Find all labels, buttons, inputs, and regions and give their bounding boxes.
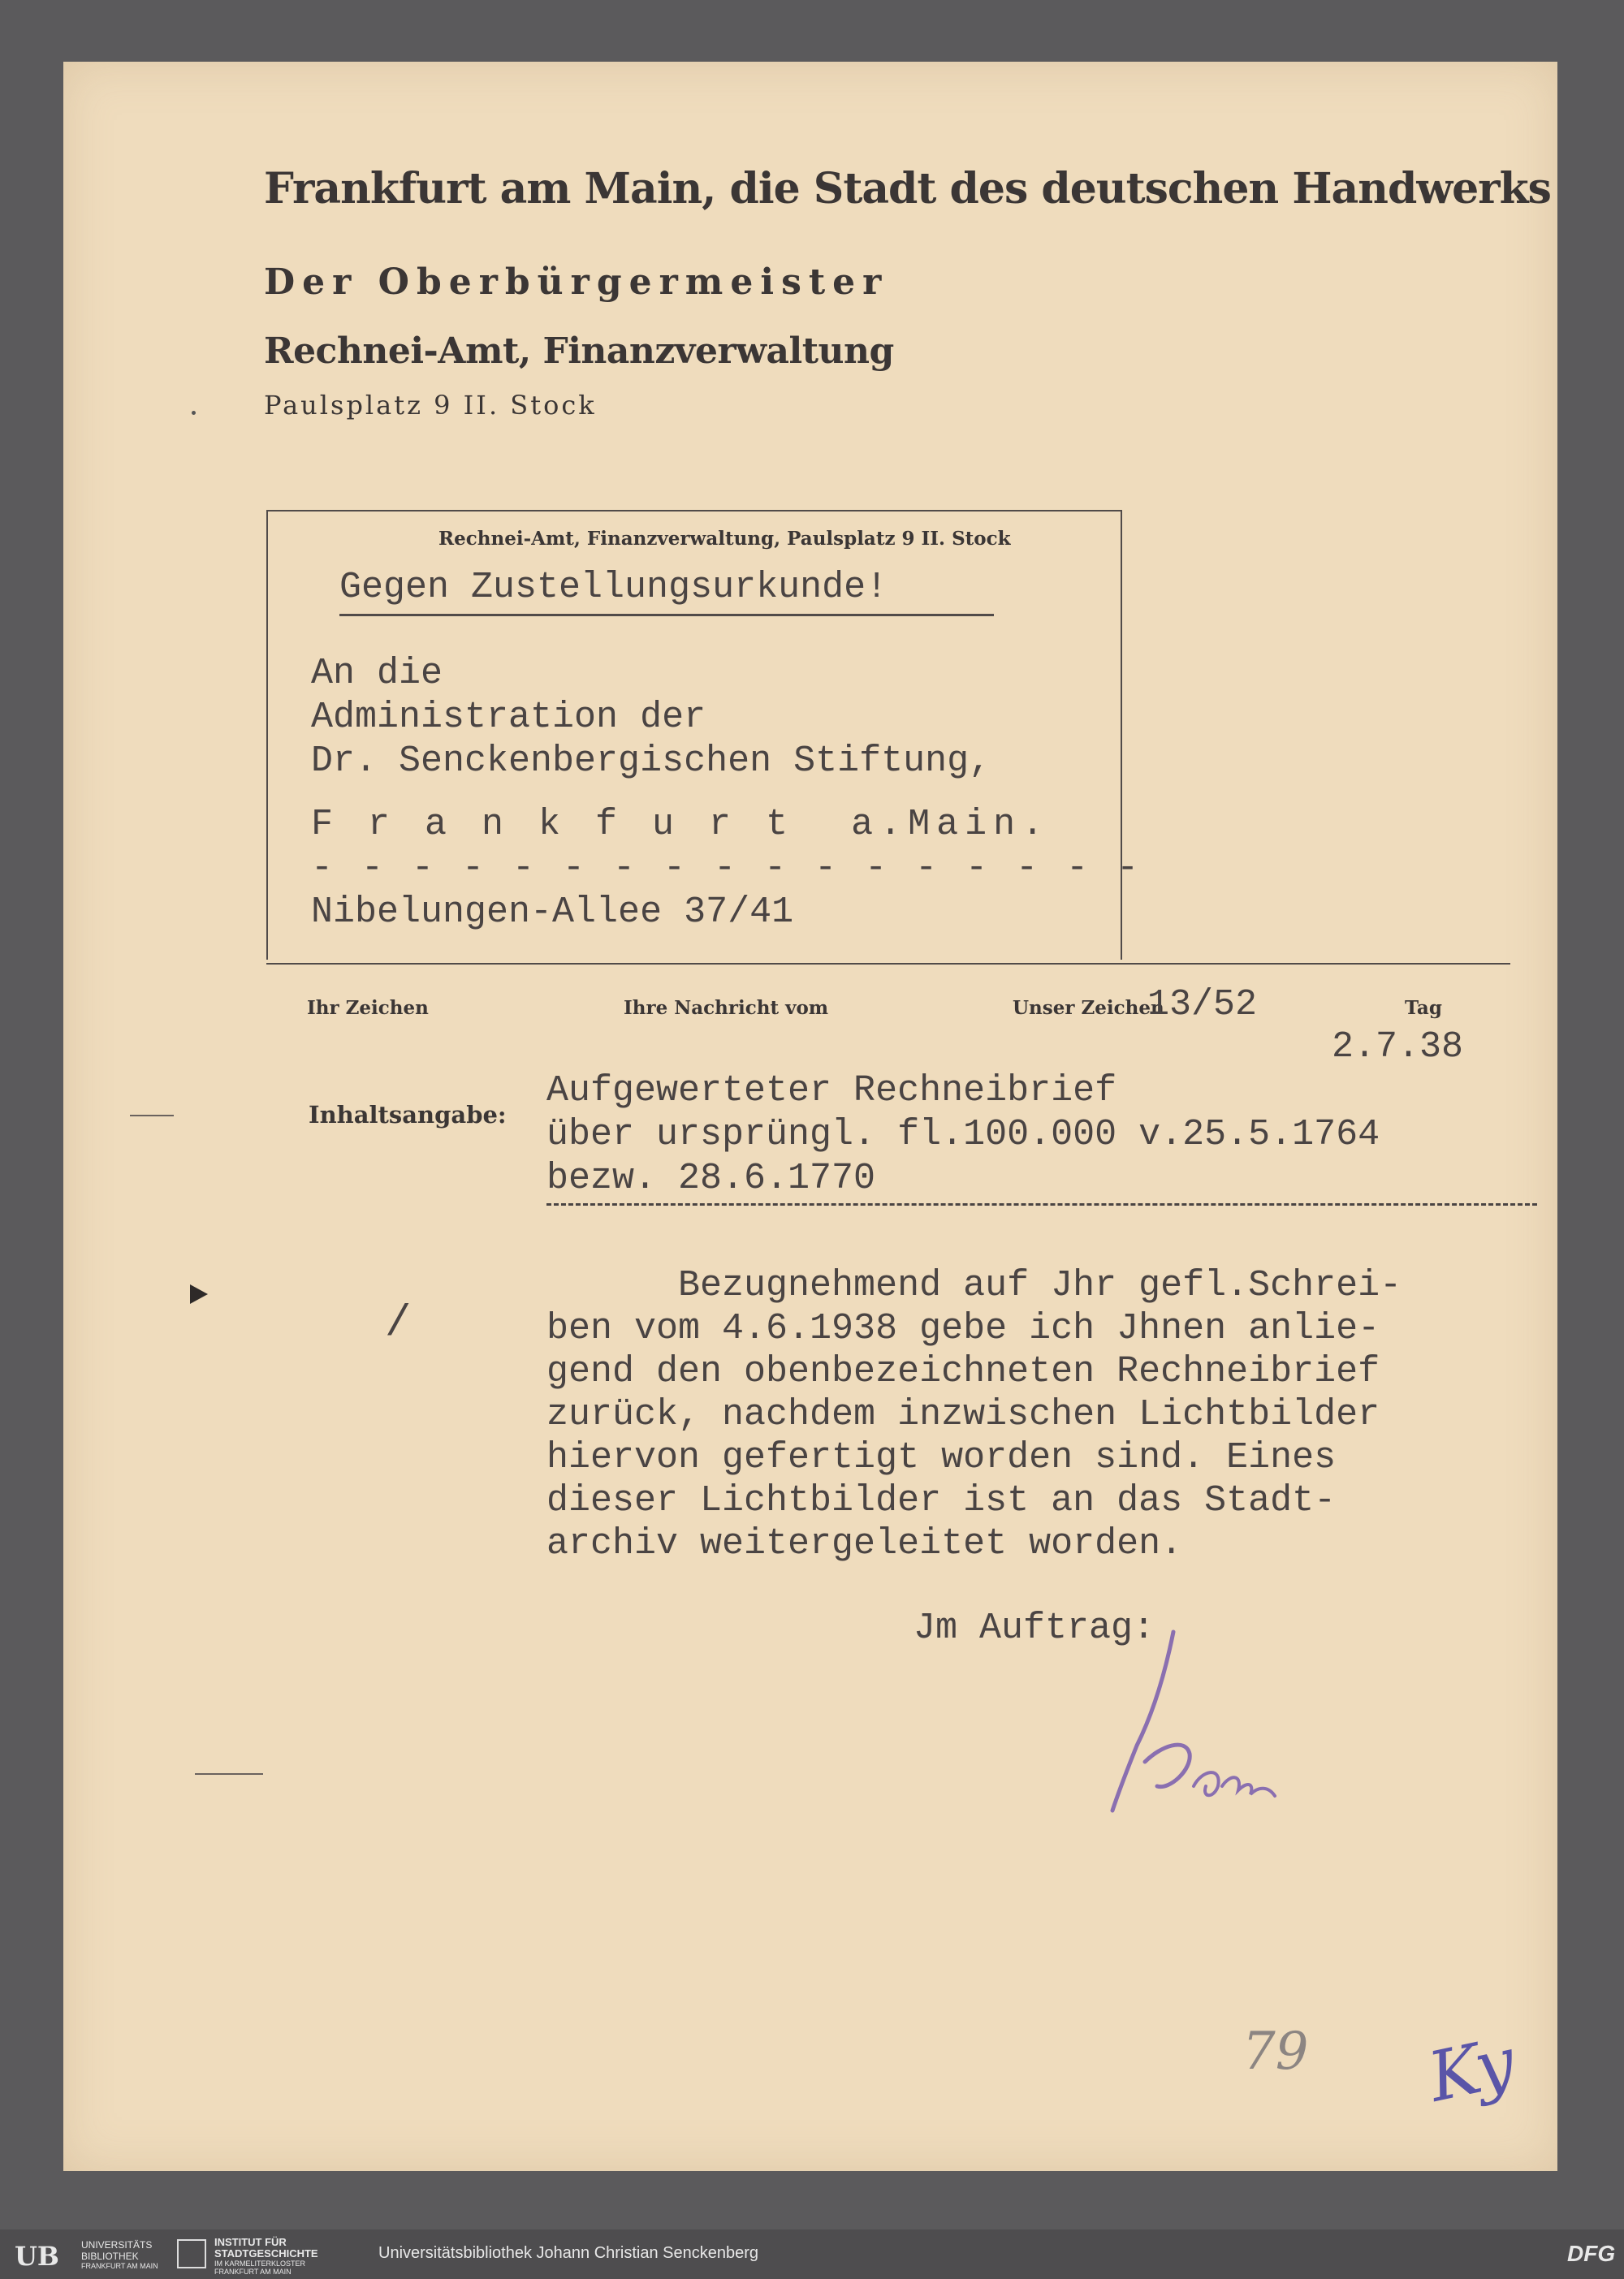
letterhead-office: Der Oberbürgermeister [264,261,889,303]
ub-text-3: FRANKFURT AM MAIN [81,2262,158,2270]
window-sender-line: Rechnei-Amt, Finanzverwaltung, Paulsplatz 9 II. Stock [438,528,1011,550]
isg-text-2: STADTGESCHICHTE [214,2247,318,2260]
letterhead-address: Paulsplatz 9 II. Stock [264,390,597,421]
window-left-border [266,510,268,960]
margin-dot [192,411,196,415]
body-line-7: archiv weitergeleitet worden. [546,1523,1183,1565]
body-line-5: hiervon gefertigt worden sind. Eines [546,1437,1337,1478]
recipient-city: F r a n k f u r t a.Main. [311,804,1051,845]
subject-line-1: Aufgewerteter Rechneibrief [546,1070,1117,1111]
library-name: Universitätsbibliothek Johann Christian Senckenberg [378,2244,759,2262]
ub-text-2: BIBLIOTHEK [81,2251,139,2262]
dfg-logo: DFG [1567,2241,1616,2266]
body-line-6: dieser Lichtbilder ist an das Stadt- [546,1480,1337,1521]
recipient-street: Nibelungen-Allee 37/41 [311,891,794,933]
recipient-line-3: Dr. Senckenbergischen Stiftung, [311,740,991,782]
subject-line-3: bezw. 28.6.1770 [546,1158,876,1199]
letterhead-department: Rechnei-Amt, Finanzverwaltung [264,330,894,372]
unser-zeichen-value: 13/52 [1147,984,1258,1025]
signature-scribble [1088,1624,1299,1835]
ub-text-1: UNIVERSITÄTS [81,2239,153,2251]
isg-text-4: FRANKFURT AM MAIN [214,2268,292,2276]
body-line-3: gend den obenbezeichneten Rechneibrief [546,1351,1380,1392]
isg-logo-icon [177,2239,206,2268]
margin-arrow-mark [190,1284,208,1304]
subject-line-2: über ursprüngl. fl.100.000 v.25.5.1764 [546,1114,1380,1155]
ihr-zeichen-label: Ihr Zeichen [307,997,429,1019]
tag-label: Tag [1405,997,1442,1019]
fold-mark-bottom [195,1773,263,1775]
blue-pencil-initials: Ky [1421,2022,1522,2117]
delivery-notice: Gegen Zustellungsurkunde! [339,567,888,608]
archive-footer [0,2229,1624,2279]
body-line-2: ben vom 4.6.1938 gebe ich Jhnen anlie- [546,1308,1380,1349]
isg-text-1: INSTITUT FÜR [214,2236,287,2248]
subject-label: Inhaltsangabe: [309,1101,507,1129]
unser-zeichen-label: Unser Zeichen [1013,997,1164,1019]
window-right-border [1121,510,1122,960]
reference-divider [266,963,1510,965]
recipient-line-1: An die [311,653,443,694]
closing: Jm Auftrag: [914,1608,1155,1649]
subject-underline [546,1203,1537,1206]
body-line-4: zurück, nachdem inzwischen Lichtbilder [546,1394,1380,1435]
window-top-border [266,510,1122,511]
recipient-line-2: Administration der [311,697,706,738]
body-line-1: Bezugnehmend auf Jhr gefl.Schrei- [546,1265,1402,1306]
recipient-dashes: - - - - - - - - - - - - - - - - - [311,848,1142,889]
isg-text-3: IM KARMELITERKLOSTER [214,2260,306,2268]
pencil-page-number: 79 [1242,2022,1309,2082]
letterhead-motto: Frankfurt am Main, die Stadt des deutschen Handwerks [264,164,1551,214]
notice-underline [339,614,994,616]
margin-slash-mark: / [385,1299,412,1349]
date-value: 2.7.38 [1332,1026,1464,1068]
fold-mark-top [130,1115,174,1116]
ihre-nachricht-label: Ihre Nachricht vom [624,997,829,1019]
ub-logo: UB [15,2241,59,2272]
